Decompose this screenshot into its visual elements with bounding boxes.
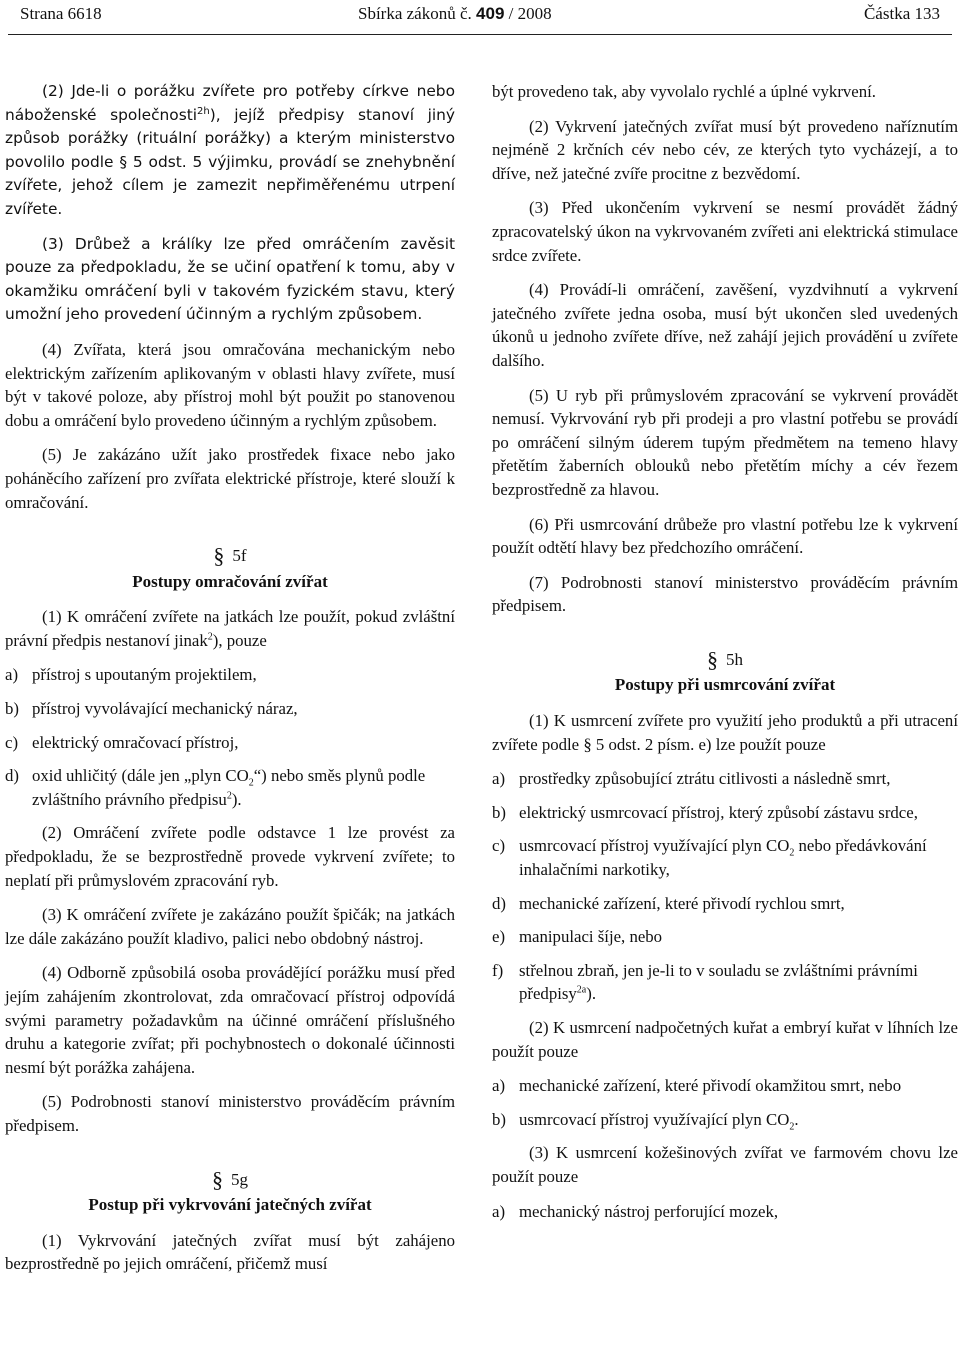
left-column [5, 80, 455, 1287]
list-item [492, 1074, 958, 1098]
section-title-5h: Postupy při usmrcování zvířat [614, 675, 836, 695]
paragraph: (2) K usmrcení nadpočetných kuřat a embryí kuřat v líhních lze použít pouze [492, 1018, 958, 1061]
list-text: mechanické zařízení, které přivodí okamžitou smrt, nebo [519, 1076, 902, 1096]
paragraph: (4) Provádí-li omráčení, zavěšení, vyzdvihnutí a vykrvení jatečného zvířete jedna osoba, musí být ukončen sled uvedených úkonů u jednoho zvířete dříve, než zahájí jejich provádění u zvířete dalšího. [492, 280, 958, 370]
section-symbol: § [707, 646, 718, 672]
paragraph: (3) K omráčení zvířete je zakázáno použít špičák; na jatkách lze dále zakázáno použít kladivo, palici nebo obdobný nástroj. [5, 905, 455, 948]
list-label: d) [5, 766, 19, 786]
list-text: mechanické zařízení, které přivodí rychlou smrt, [519, 893, 845, 913]
list-text: mechanický nástroj perforující mozek, [519, 1201, 779, 1221]
list-item [5, 663, 455, 687]
list-label: c) [492, 836, 506, 856]
paragraph: (2) Vykrvení jatečných zvířat musí být provedeno naříznutím nejméně 2 krčních cév nebo cév, ze kterých tyto vycházejí, a to dříve, než jatečné zvíře procitne z bezvědomí. [492, 116, 958, 183]
list-label: a) [492, 1076, 506, 1096]
paragraph: (2) Omráčení zvířete podle odstavce 1 lze provést za předpokladu, že se bezprostředně provede vykrvení zvířete; to neplatí při průmyslovém zpracování ryb. [5, 823, 455, 890]
list-label: a) [5, 665, 19, 685]
footnote-ref: 2 [226, 790, 232, 802]
list-text-part: usmrcovací přístroj využívající plyn CO [519, 836, 790, 856]
paragraph-text: ), pouze [212, 630, 267, 650]
section-symbol: § [212, 1166, 223, 1192]
footnote-ref: 2a [576, 984, 587, 996]
list-text [519, 834, 958, 881]
list-item [492, 767, 958, 791]
list-item [5, 764, 455, 811]
list-text-part: oxid uhličitý (dále jen „plyn CO [32, 766, 249, 786]
paragraph [5, 80, 455, 222]
paragraph: (7) Podrobnosti stanoví ministerstvo prováděcím právním předpisem. [492, 572, 958, 616]
collection-prefix: Sbírka zákonů č. [358, 4, 472, 23]
section-title-5g: Postup při vykrvování jatečných zvířat [88, 1195, 372, 1215]
list-text: manipulaci šíje, nebo [519, 927, 663, 947]
list-text: prostředky způsobující ztrátu citlivosti a následně smrt, [519, 769, 891, 789]
law-number: 409 [476, 4, 505, 23]
list-item [5, 697, 455, 721]
paragraph: (1) K usmrcení zvířete pro využití jeho produktů a při utracení zvířete podle § 5 odst. 2 písm. e) lze použít pouze [492, 711, 958, 754]
list-text [519, 959, 958, 1006]
list-text: elektrický usmrcovací přístroj, který způsobí zástavu srdce, [519, 802, 918, 822]
section-number: 5h [726, 649, 743, 669]
list-label: f) [492, 960, 504, 980]
subscript: 2 [789, 847, 795, 859]
footnote-ref: 2 [207, 631, 213, 643]
paragraph-text: (1) K omráčení zvířete na jatkách lze použít, pokud zvláštní právní předpis nestanoví jinak [5, 607, 455, 650]
paragraph-text: ), jejíž předpisy stanoví jiný způsob porážky (rituální porážky) a kterým ministerstvo povolilo podle § 5 odst. 5 výjimku, provádí se znehybnění zvířete, jehož cílem je zamezit nepřiměřenému utrpení zvířete. [5, 105, 455, 218]
list-label: d) [492, 893, 506, 913]
list-text-part: . [794, 1109, 799, 1129]
section-heading-5f [5, 544, 455, 568]
paragraph: (3) K usmrcení kožešinových zvířat ve farmovém chovu lze použít pouze [492, 1143, 958, 1186]
paragraph: (6) Při usmrcování drůbeže pro vlastní potřebu lze k vykrvení použít odtětí hlavy bez předchozího omráčení. [492, 514, 958, 558]
header-rule [8, 34, 952, 35]
list-label: c) [5, 732, 19, 752]
right-column [492, 80, 958, 1233]
list-text-part: nebo předávkování inhalačními narkotiky, [519, 836, 927, 880]
list-text: elektrický omračovací přístroj, [32, 732, 239, 752]
list-text-part: střelnou zbraň, jen je-li to v souladu se zvláštními právními předpisy [519, 960, 918, 1004]
list-item [492, 1108, 958, 1132]
list-text-part: ). [586, 984, 597, 1004]
list-text-part: “) nebo směs plynů podle zvláštního právního předpisu [32, 766, 426, 809]
paragraph: (4) Odborně způsobilá osoba provádějící porážku musí před jejím zahájením zkontrolovat, zda omračovací přístroj odpovídá svými parametry požadavkům na účinné omráčení příslušného druhu a kategorie zvířat; při pochybnostech o dokonalé účinnosti nesmí být porážka zahájena. [5, 963, 455, 1077]
paragraph: (5) Je zakázáno užít jako prostředek fixace nebo jako poháněcího zařízení pro zvířata elektrické přístroje, které slouží k omračování. [5, 445, 455, 512]
section-number: 5g [231, 1169, 248, 1189]
list-text: přístroj s upoutaným projektilem, [32, 665, 257, 685]
list-label: e) [492, 927, 506, 947]
list-item [492, 892, 958, 916]
subscript: 2 [248, 777, 254, 789]
list-item [492, 959, 958, 1006]
list-item [492, 925, 958, 949]
paragraph: (3) Před ukončením vykrvení se nesmí provádět žádný zpracovatelský úkon na vykrvovaném zvířeti ani elektrická stimulace srdce zvířete. [492, 198, 958, 265]
footnote-ref: 2h [197, 105, 210, 117]
list-text-part: usmrcovací přístroj využívající plyn CO [519, 1109, 790, 1129]
list-item [492, 834, 958, 881]
paragraph: (3) Drůbež a králíky lze před omráčením zavěsit pouze za předpokladu, že se učiní opatření k tomu, aby v okamžiku omráčení byli v takovém fyzickém stavu, který umožní jeho provedení účinným a rychlým způsobem. [5, 234, 455, 324]
section-symbol: § [213, 543, 225, 569]
issue-part: Částka 133 [863, 4, 940, 23]
paragraph-text: (2) Jde-li o porážku zvířete pro potřeby církve nebo náboženské společnosti [5, 82, 455, 124]
list-text [519, 1108, 958, 1132]
page-number: Strana 6618 [20, 4, 102, 23]
list-item [492, 801, 958, 825]
subscript: 2 [789, 1121, 795, 1133]
page-header [20, 4, 940, 26]
list-text-part: ). [231, 789, 242, 809]
paragraph: (5) Podrobnosti stanoví ministerstvo prováděcím právním předpisem. [5, 1092, 455, 1135]
list-label: b) [492, 1109, 506, 1129]
section-number: 5f [232, 546, 247, 566]
list-label: b) [492, 802, 506, 822]
law-year: / 2008 [508, 4, 552, 23]
section-title-5f: Postupy omračování zvířat [132, 571, 328, 591]
paragraph [5, 605, 455, 652]
collection-title [358, 4, 552, 24]
list-text: přístroj vyvolávající mechanický náraz, [32, 699, 298, 719]
list-label: a) [492, 1201, 506, 1221]
section-heading-5h [492, 648, 958, 672]
list-text [32, 764, 455, 811]
paragraph: (1) Vykrvování jatečných zvířat musí být zahájeno bezprostředně po jejich omráčení, přičemž musí [5, 1230, 455, 1274]
section-heading-5g [5, 1168, 455, 1192]
paragraph: být provedeno tak, aby vyvolalo rychlé a úplné vykrvení. [492, 82, 876, 101]
list-label: b) [5, 699, 19, 719]
list-item [5, 731, 455, 755]
list-label: a) [492, 769, 506, 789]
paragraph: (5) U ryb při průmyslovém zpracování se vykrvení provádět nemusí. Vykrvování ryb při prodeji a pro vlastní potřebu se provádí po omráčení silným úderem tupým předmětem na temeno hlavy přetětím žaberních oblouků nebo přetětím míchy a cév řezem bezprostředně za hlavou. [492, 385, 958, 499]
list-item [492, 1200, 958, 1224]
paragraph: (4) Zvířata, která jsou omračována mechanickým nebo elektrickým zařízením aplikovaným v oblasti hlavy zvířete, musí být v takové poloze, aby přístroj mohl být použit po stanovenou dobu a omráčení bylo provedeno účinným a rychlým způsobem. [5, 339, 455, 430]
